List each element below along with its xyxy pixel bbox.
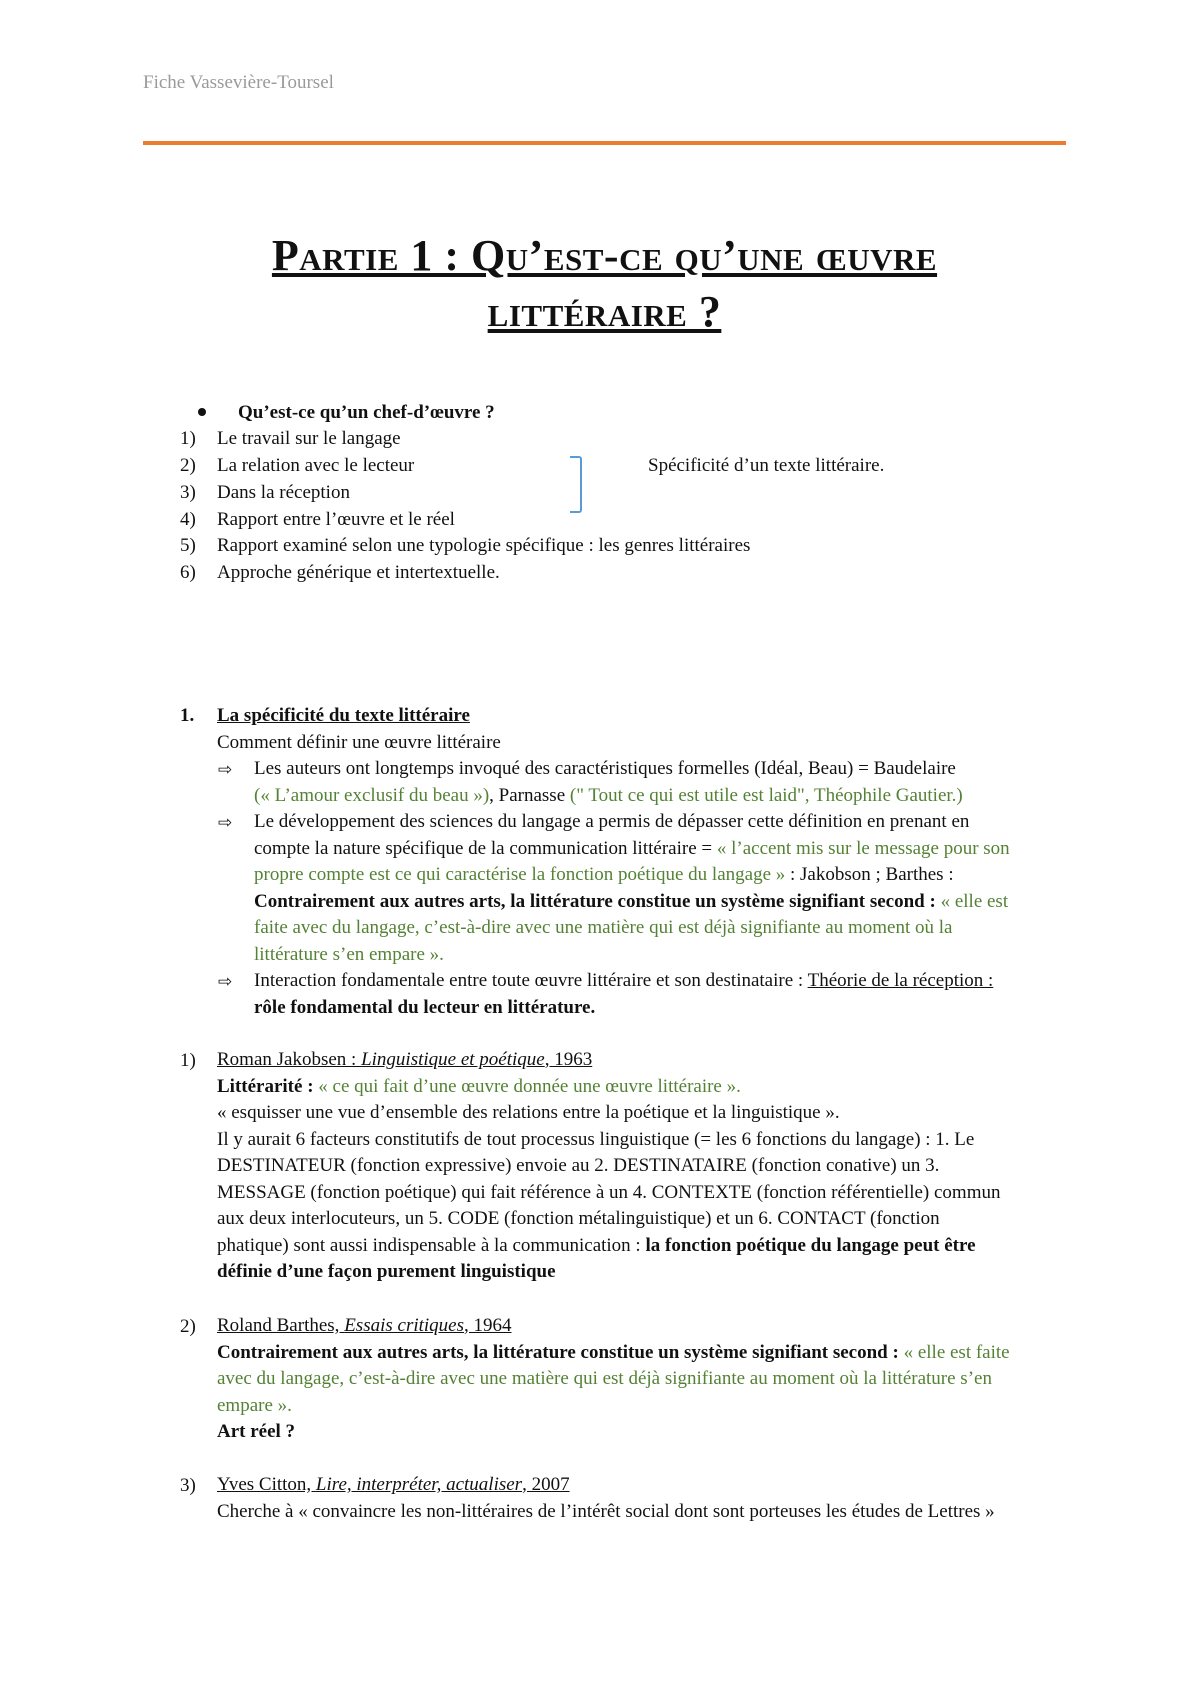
text: Interaction fondamentale entre toute œuvre littéraire et son destinataire :	[254, 970, 808, 991]
section-heading: La spécificité du texte littéraire	[217, 705, 470, 726]
ref-author: Yves Citton,	[217, 1474, 316, 1495]
ref-year: , 2007	[522, 1474, 570, 1495]
text: , Parnasse	[489, 784, 570, 806]
bold-text: Littérarité :	[217, 1075, 314, 1097]
ref-line: Il y aurait 6 facteurs constitutifs de tout processus linguistique (= les 6 fonctions du langage) : 1. Le	[217, 1128, 975, 1150]
header-rule	[143, 141, 1066, 145]
ref-number: 1)	[180, 1050, 196, 1071]
page-header: Fiche Vassevière-Toursel	[143, 72, 334, 93]
title-line-2: littéraire ?	[487, 287, 722, 336]
intro-item-number: 1)	[180, 428, 196, 449]
ref-line	[217, 1340, 1087, 1367]
ref-line: empare ».	[217, 1394, 292, 1416]
quote-green: propre compte est ce qui caractérise la fonction poétique du langage »	[254, 864, 786, 885]
bullet-icon	[198, 408, 206, 416]
intro-item-number: 6)	[180, 562, 196, 583]
intro-item: La relation avec le lecteur	[217, 455, 415, 476]
intro-bullet-text: Qu’est-ce qu’un chef-d’œuvre ?	[238, 402, 495, 423]
arrow-line: faite avec du langage, c’est-à-dire avec une matière qui est déjà signifiante au moment où la	[254, 917, 953, 938]
ref-line	[217, 1074, 1087, 1101]
intro-item: Approche générique et intertextuelle.	[217, 562, 500, 583]
ref-number: 3)	[180, 1475, 196, 1496]
arrow-right-icon: ⇨	[218, 760, 233, 780]
arrow-right-icon: ⇨	[218, 972, 233, 992]
ref-barthes	[217, 1313, 1087, 1446]
arrow-right-icon: ⇨	[218, 813, 233, 833]
arrow-line	[254, 836, 1084, 863]
intro-item-number: 2)	[180, 455, 196, 476]
ref-author: Roman Jakobsen :	[217, 1049, 362, 1070]
ref-work: Linguistique et poétique	[361, 1049, 545, 1070]
arrow-line	[254, 889, 1084, 916]
ref-work: Lire, interpréter, actualiser	[315, 1474, 523, 1495]
intro-item: Le travail sur le langage	[217, 428, 401, 449]
ref-jakobsen	[217, 1047, 1087, 1286]
ref-citation	[217, 1472, 1087, 1499]
arrow-paragraph-1	[254, 756, 1084, 809]
ref-line: DESTINATEUR (fonction expressive) envoie au 2. DESTINATAIRE (fonction conative) un 3.	[217, 1155, 940, 1176]
text: phatique) sont aussi indispensable à la communication :	[217, 1234, 646, 1256]
arrow-line	[254, 968, 1084, 995]
arrow-line: Le développement des sciences du langage a permis de dépasser cette définition en prenant en	[254, 811, 970, 832]
arrow-line	[254, 862, 1084, 889]
underlined-text: Théorie de la réception :	[807, 970, 994, 991]
bold-text: Contrairement aux autres arts, la littérature constitue un système signifiant second :	[254, 890, 936, 912]
intro-item-number: 4)	[180, 509, 196, 530]
arrow-line	[254, 783, 1084, 810]
ref-line: MESSAGE (fonction poétique) qui fait référence à un 4. CONTEXTE (fonction référentielle) commun	[217, 1181, 1001, 1203]
ref-line: aux deux interlocuteurs, un 5. CODE (fonction métalinguistique) et un 6. CONTACT (fonction	[217, 1208, 940, 1229]
page-title	[143, 228, 1066, 340]
quote-green: « ce qui fait d’une œuvre donnée une œuvre littéraire ».	[313, 1075, 741, 1097]
ref-citton	[217, 1472, 1087, 1525]
text: compte la nature spécifique de la communication littéraire =	[254, 837, 717, 859]
ref-line: avec du langage, c’est-à-dire avec une matière qui est déjà signifiante au moment où la littérature s’en	[217, 1368, 992, 1389]
quote-green: (« L’amour exclusif du beau »)	[254, 784, 490, 806]
ref-author: Roland Barthes,	[217, 1315, 345, 1336]
intro-item-number: 3)	[180, 482, 196, 503]
quote-green: « elle est	[935, 890, 1009, 912]
arrow-line: rôle fondamental du lecteur en littérature.	[254, 996, 596, 1018]
ref-line: Art réel ?	[217, 1421, 296, 1442]
ref-year: , 1963	[544, 1049, 593, 1070]
bold-text: Contrairement aux autres arts, la littérature constitue un système signifiant second :	[217, 1341, 899, 1363]
ref-line: définie d’une façon purement linguistique	[217, 1261, 556, 1282]
text: : Jakobson ; Barthes :	[785, 864, 954, 885]
quote-green: « l’accent mis sur le message pour son	[716, 837, 1010, 859]
ref-number: 2)	[180, 1316, 196, 1337]
ref-line	[217, 1233, 1087, 1260]
ref-line: « esquisser une vue d’ensemble des relations entre la poétique et la linguistique ».	[217, 1102, 840, 1123]
right-bracket	[570, 456, 582, 513]
quote-green: « elle est faite	[898, 1341, 1010, 1363]
quote-green: (" Tout ce qui est utile est laid", Théophile Gautier.)	[569, 784, 963, 806]
ref-citation	[217, 1313, 1087, 1340]
section-number: 1.	[180, 705, 195, 726]
ref-citation	[217, 1047, 1087, 1074]
arrow-paragraph-3	[254, 968, 1084, 1021]
intro-item: Dans la réception	[217, 482, 350, 503]
ref-year: , 1964	[464, 1315, 512, 1336]
bracket-note: Spécificité d’un texte littéraire.	[648, 455, 885, 476]
intro-item-number: 5)	[180, 535, 196, 556]
bold-text: la fonction poétique du langage peut être	[645, 1234, 976, 1256]
ref-line: Cherche à « convaincre les non-littéraires de l’intérêt social dont sont porteuses les études de Lettres »	[217, 1500, 995, 1522]
arrow-paragraph-2	[254, 809, 1084, 968]
title-line-1: Partie 1 : Qu’est-ce qu’une œuvre	[271, 231, 938, 280]
intro-item: Rapport examiné selon une typologie spécifique : les genres littéraires	[217, 535, 751, 556]
ref-work: Essais critiques	[344, 1315, 464, 1336]
arrow-line: Les auteurs ont longtemps invoqué des caractéristiques formelles (Idéal, Beau) = Baudelaire	[254, 758, 956, 779]
intro-item: Rapport entre l’œuvre et le réel	[217, 509, 455, 530]
arrow-line: littérature s’en empare ».	[254, 943, 444, 965]
section-subheading: Comment définir une œuvre littéraire	[217, 732, 501, 753]
